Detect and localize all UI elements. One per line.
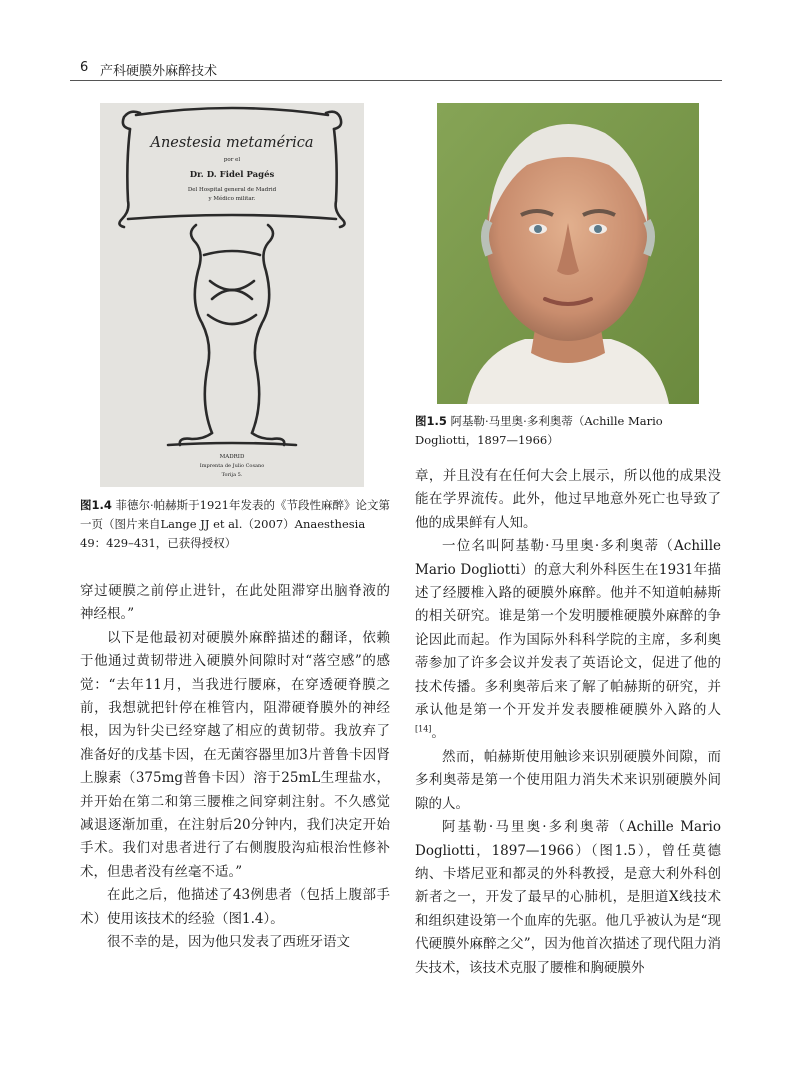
paragraph: 以下是他最初对硬膜外麻醉描述的翻译，依赖于他通过黄韧带进入硬膜外间隙时对“落空感”的感觉：“去年11月，当我进行腰麻，在穿透硬脊膜之前，我想就把针停在椎管内，阻滞硬脊膜外的神经根，因为针尖已经穿越了相应的黄韧带。我放弃了准备好的戊基卡因，在无菌容器里加3片普鲁卡因肾上腺素（375mg普鲁卡因）溶于25mL生理盐水，并开始在第二和第三腰椎之间穿刺注射。不久感觉减退逐渐加重，在注射后20分钟内，我们决定开始手术。我们对患者进行了右侧腹股沟疝根治性修补术，但患者没有丝毫不适。” <box>80 629 390 880</box>
paragraph: 在此之后，他描述了43例患者（包括上腹部手术）使用该技术的经验（图1.4）。 <box>80 887 390 927</box>
caption-label: 图1.4 <box>80 498 112 512</box>
doc-author: Dr. D. Fidel Pagés <box>189 170 275 180</box>
paragraph <box>415 535 721 746</box>
citation-reference[interactable]: [14] <box>415 724 432 734</box>
doc-por: por el <box>223 157 241 163</box>
book-title: 产科硬膜外麻醉技术 <box>100 64 218 79</box>
figure-1-5-caption <box>415 412 717 450</box>
figure-1-5-portrait <box>437 103 699 404</box>
paragraph: 阿基勒·马里奥·多利奥蒂（Achille Mario Dogliotti，1897—1966）（图1.5），曾任莫德纳、卡塔尼亚和都灵的外科教授，是意大利外科创新者之一，开发了最早的心肺机，是胆道X线技术和组织建设第一个血库的先驱。他几乎被认为是“现代硬膜外麻醉之父”，因为他首次描述了现代阻力消失技术，该技术克服了腰椎和胸硬膜外 <box>415 819 721 976</box>
caption-text: 阿基勒·马里奥·多利奥蒂（Achille Mario Dogliotti，1897—1966） <box>415 414 663 447</box>
paragraph-text-end: 。 <box>431 725 445 742</box>
paragraph: 穿过硬膜之前停止进针，在此处阻滞穿出脑脊液的神经根。” <box>80 583 390 623</box>
figure-1-4-caption <box>80 496 392 553</box>
doc-affiliation-1: Del Hospital general de Madrid <box>187 187 277 193</box>
caption-text: 菲德尔·帕赫斯于1921年发表的《节段性麻醉》论文第一页（图片来自Lange JJ et al.（2007）Anaesthesia 49：429–431，已获得授权） <box>80 498 390 550</box>
doc-city: MADRID <box>219 454 245 460</box>
paragraph: 然而，帕赫斯使用触诊来识别硬膜外间隙，而多利奥蒂是第一个使用阻力消失术来识别硬膜外间隙的人。 <box>415 748 721 812</box>
doc-title: Anestesia metamérica <box>150 135 314 151</box>
page-number: 6 <box>80 60 89 75</box>
left-text-column <box>80 580 390 955</box>
doc-address: Torija 5. <box>221 472 243 478</box>
paragraph: 章，并且没有在任何大会上展示，所以他的成果没能在学界流传。此外，他过早地意外死亡也导致了他的成果鲜有人知。 <box>415 468 721 531</box>
doc-affiliation-2: y Médico militar. <box>208 196 256 202</box>
right-text-column <box>415 465 721 980</box>
caption-label: 图1.5 <box>415 414 447 428</box>
paragraph-text: 一位名叫阿基勒·马里奥·多利奥蒂（Achille Mario Dogliotti）的意大利外科医生在1931年描述了经腰椎入路的硬膜外麻醉。他并不知道帕赫斯的相关研究。谁是第一个发明腰椎硬膜外麻醉的争论因此而起。作为国际外科科学院的主席，多利奥蒂参加了许多会议并发表了英语论文，促进了他的技术传播。多利奥蒂后来了解了帕赫斯的研究，并承认他是第一个开发并发表腰椎硬膜外入路的人 <box>415 538 721 719</box>
figure-1-4-image <box>100 103 364 487</box>
paragraph: 很不幸的是，因为他只发表了西班牙语文 <box>107 934 350 951</box>
running-header <box>70 58 722 81</box>
doc-printer: Imprenta de Julio Cosano <box>199 463 265 469</box>
